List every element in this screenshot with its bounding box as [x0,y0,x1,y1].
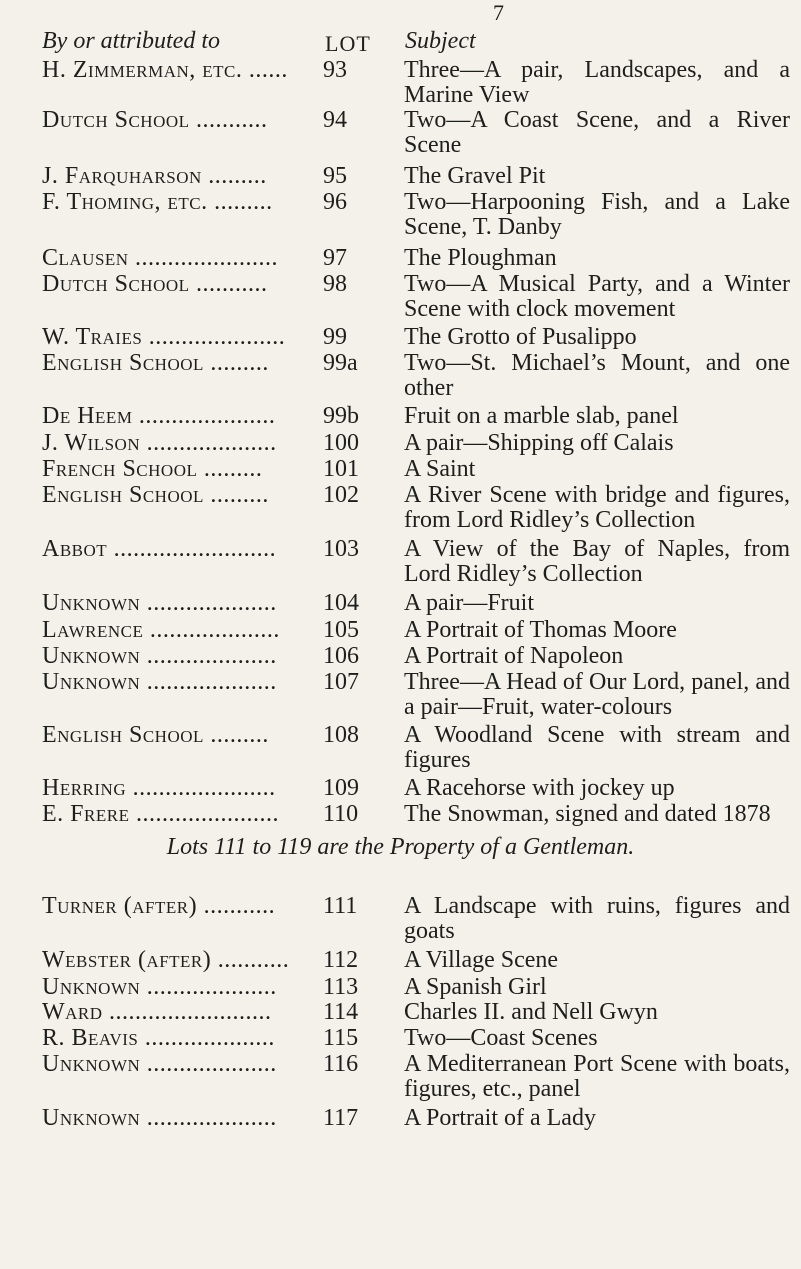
lot-number: 105 [323,617,359,643]
artist-name: Webster (after) ........... [42,948,290,973]
section-note: Lots 111 to 119 are the Property of a Gentleman. [166,834,635,860]
lot-subject: The Ploughman [404,245,557,271]
lot-number: 99b [323,403,359,429]
artist-name: Lawrence .................... [42,618,280,643]
artist-name: Dutch School ........... [42,272,268,297]
lot-number: 100 [323,430,359,456]
lot-subject: A Saint [404,456,476,482]
lot-subject: A Racehorse with jockey up [404,775,675,801]
page-number: 7 [493,0,504,25]
lot-number: 99a [323,350,358,376]
lot-number: 108 [323,722,359,748]
lot-subject: A Village Scene [404,947,559,973]
lot-number: 111 [323,893,358,919]
lot-number: 109 [323,775,359,801]
lot-subject: A Portrait of a Lady [404,1105,596,1131]
lot-subject: Two—St. Michael’s Mount, and one other [404,350,790,401]
artist-name: F. Thoming, etc. ......... [42,190,273,215]
lot-number: 101 [323,456,359,482]
header-artist: By or attributed to [42,28,220,54]
lot-subject: Charles II. and Nell Gwyn [404,999,658,1025]
lot-number: 117 [323,1105,359,1131]
artist-name: Abbot ......................... [42,537,277,562]
lot-subject: A Landscape with ruins, figures and goats [404,893,790,944]
artist-name: Unknown .................... [42,670,277,695]
lot-number: 97 [323,245,347,271]
header-lot: LOT [325,31,371,56]
artist-name: Unknown .................... [42,591,277,616]
lot-number: 110 [323,801,359,827]
artist-name: W. Traies ..................... [42,325,286,350]
artist-name: French School ......... [42,457,263,482]
artist-name: J. Wilson .................... [42,431,277,456]
lot-number: 113 [323,974,359,1000]
lot-subject: Two—Harpooning Fish, and a Lake Scene, T. Danby [404,189,790,240]
lot-subject: A Spanish Girl [404,974,547,1000]
artist-name: Unknown .................... [42,644,277,669]
lot-number: 99 [323,324,347,350]
lot-number: 115 [323,1025,359,1051]
lot-number: 103 [323,536,359,562]
artist-name: Unknown .................... [42,1106,277,1131]
lot-number: 95 [323,163,347,189]
lot-subject: Two—A Coast Scene, and a River Scene [404,107,790,158]
artist-name: Turner (after) ........... [42,894,276,919]
lot-subject: The Snowman, signed and dated 1878 [404,801,771,827]
artist-name: English School ......... [42,723,269,748]
artist-name: Unknown .................... [42,1052,277,1077]
lot-number: 104 [323,590,359,616]
lot-subject: A River Scene with bridge and figures, from Lord Ridley’s Collection [404,482,790,533]
artist-name: English School ......... [42,483,269,508]
lot-subject: The Grotto of Pusalippo [404,324,637,350]
lot-subject: Three—A Head of Our Lord, panel, and a pair—Fruit, water-colours [404,669,790,720]
artist-name: Ward ......................... [42,1000,272,1025]
lot-number: 112 [323,947,359,973]
artist-name: English School ......... [42,351,269,376]
lot-number: 93 [323,57,347,83]
lot-subject: A pair—Fruit [404,590,534,616]
artist-name: Dutch School ........... [42,108,268,133]
lot-number: 96 [323,189,347,215]
lot-subject: A Portrait of Thomas Moore [404,617,677,643]
lot-number: 94 [323,107,347,133]
artist-name: Unknown .................... [42,975,277,1000]
lot-subject: The Gravel Pit [404,163,546,189]
lot-number: 114 [323,999,359,1025]
artist-name: De Heem ..................... [42,404,276,429]
artist-name: H. Zimmerman, etc. ...... [42,58,288,83]
artist-name: Clausen ...................... [42,246,279,271]
lot-subject: A pair—Shipping off Calais [404,430,674,456]
lot-subject: Fruit on a marble slab, panel [404,403,679,429]
lot-number: 107 [323,669,359,695]
lot-subject: A View of the Bay of Naples, from Lord Ridley’s Collection [404,536,790,587]
lot-number: 98 [323,271,347,297]
artist-name: R. Beavis .................... [42,1026,275,1051]
artist-name: Herring ...................... [42,776,276,801]
lot-number: 102 [323,482,359,508]
lot-subject: A Woodland Scene with stream and figures [404,722,790,773]
lot-number: 116 [323,1051,359,1077]
lot-number: 106 [323,643,359,669]
artist-name: E. Frere ...................... [42,802,279,827]
header-subject: Subject [405,28,476,54]
lot-subject: A Mediterranean Port Scene with boats, figures, etc., panel [404,1051,790,1102]
lot-subject: Two—A Musical Party, and a Winter Scene with clock movement [404,271,790,322]
artist-name: J. Farquharson ......... [42,164,267,189]
lot-subject: Three—A pair, Landscapes, and a Marine View [404,57,790,108]
lot-subject: Two—Coast Scenes [404,1025,598,1051]
lot-subject: A Portrait of Napoleon [404,643,624,669]
